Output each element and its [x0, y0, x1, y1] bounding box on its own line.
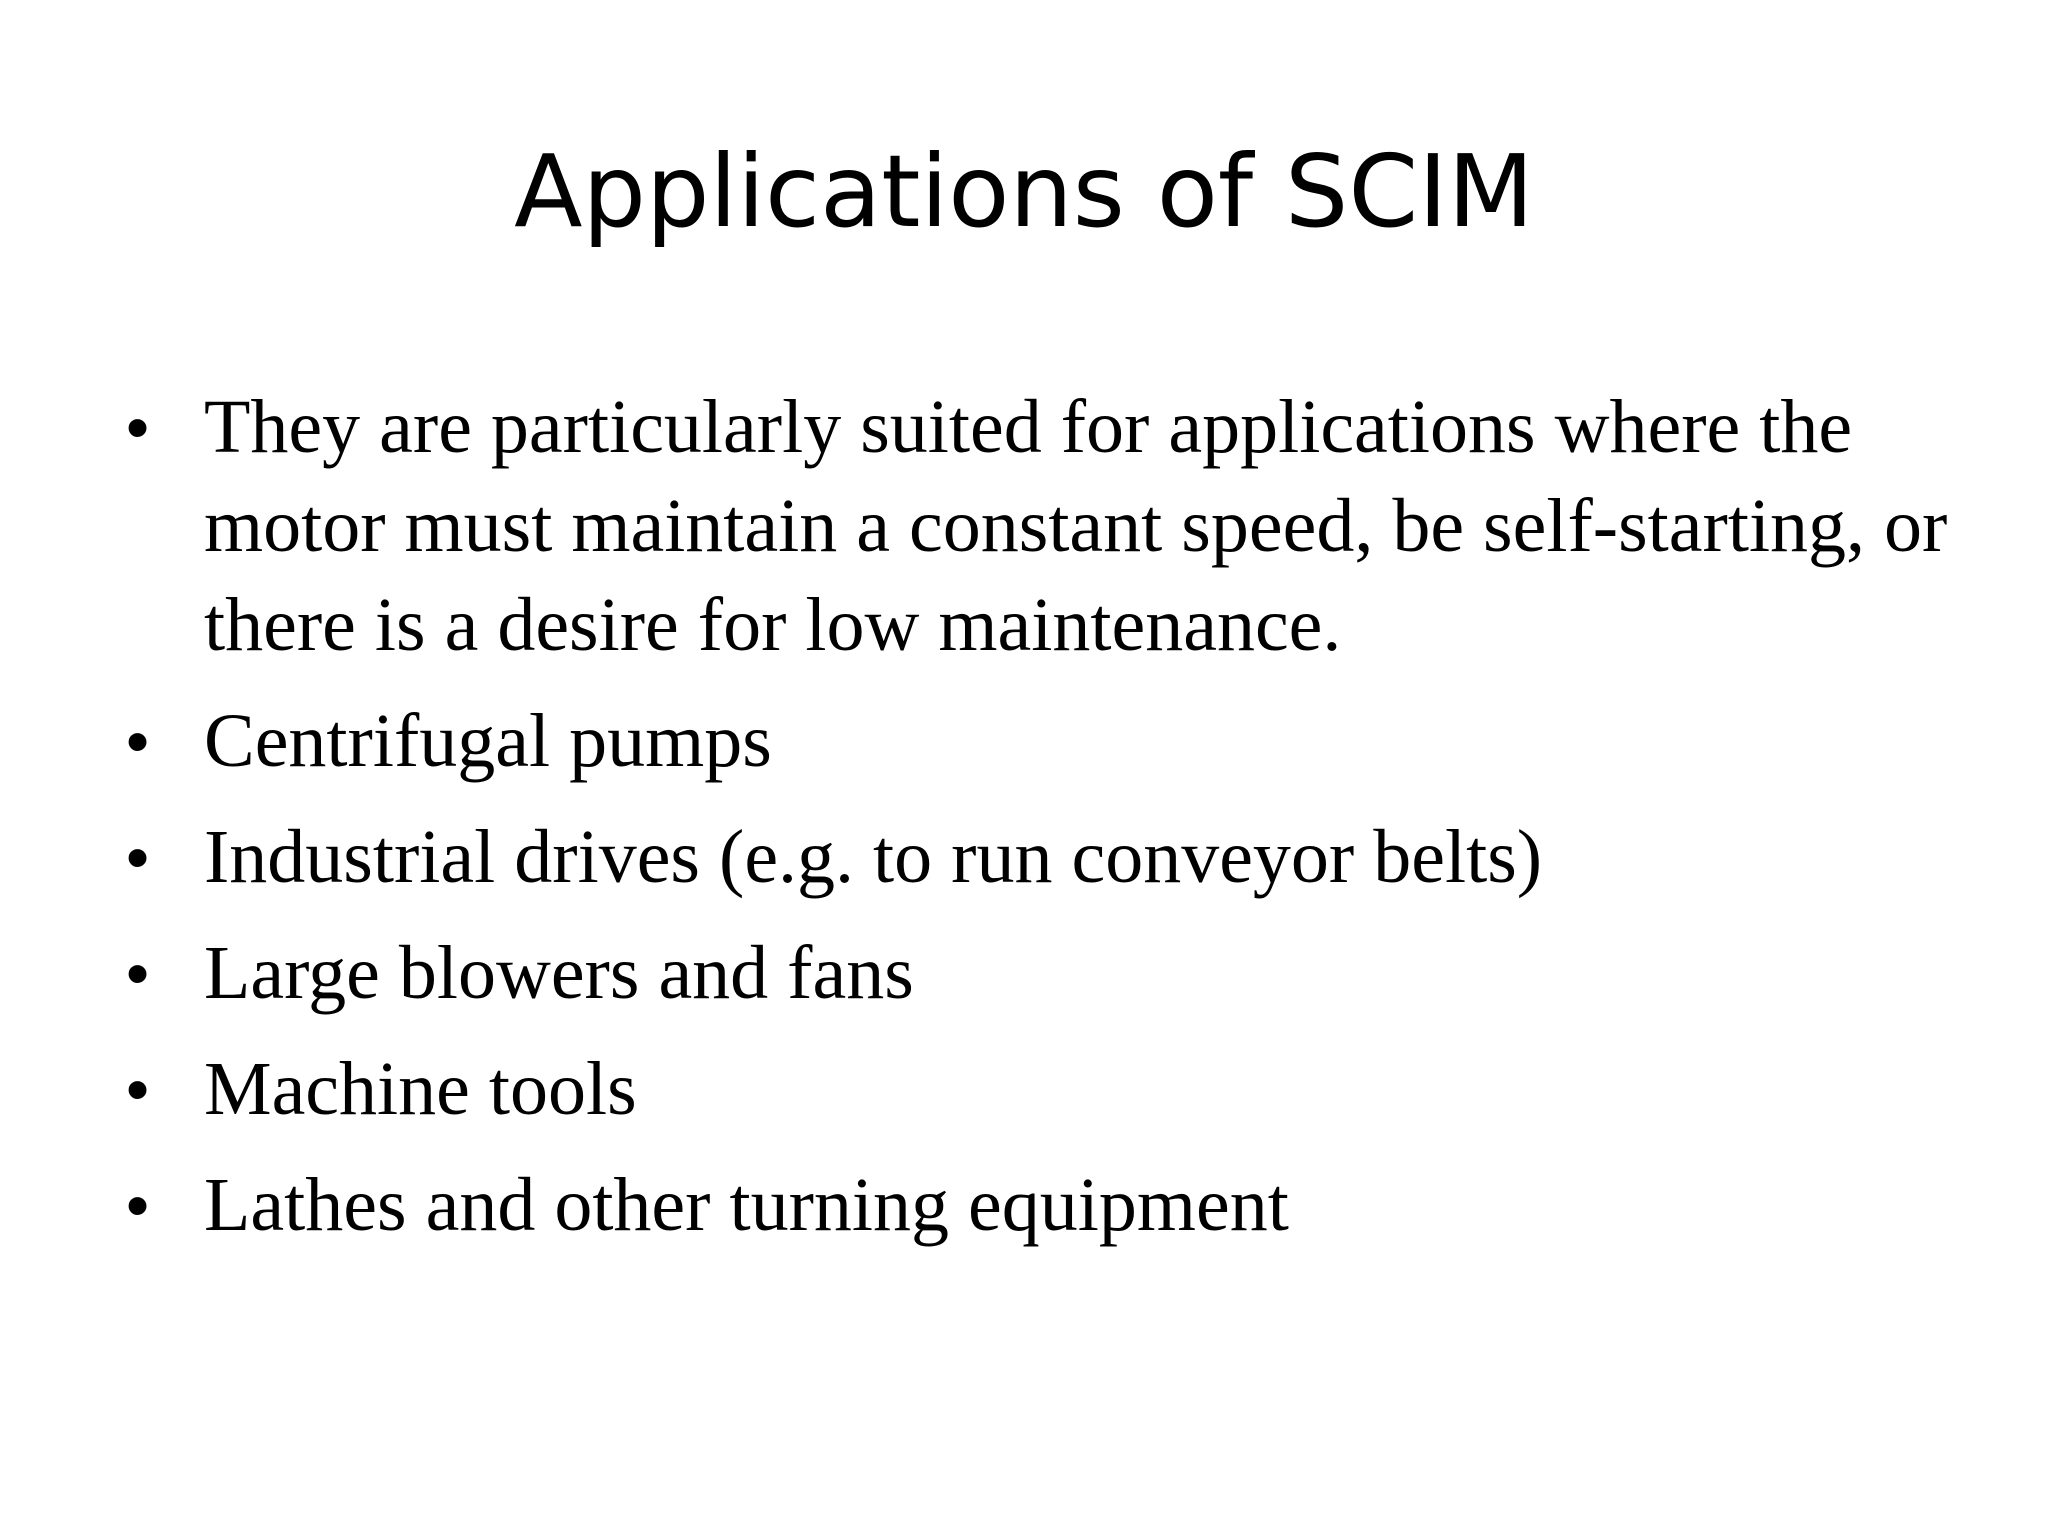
bullet-item — [118, 692, 1978, 791]
bullet-icon: • — [126, 1168, 150, 1242]
bullet-text: Machine tools — [204, 1047, 637, 1131]
bullet-icon: • — [126, 1052, 150, 1126]
bullet-icon: • — [126, 936, 150, 1010]
bullet-item — [118, 1040, 1978, 1139]
bullet-text: Industrial drives (e.g. to run conveyor belts) — [204, 815, 1543, 899]
bullet-item — [118, 924, 1978, 1023]
bullet-icon: • — [126, 820, 150, 894]
bullet-text: Lathes and other turning equipment — [204, 1163, 1289, 1247]
slide-title: Applications of SCIM — [514, 133, 1534, 250]
bullet-icon: • — [126, 390, 150, 464]
bullet-list — [118, 378, 1978, 1255]
bullet-text: They are particularly suited for applications where the motor must maintain a constant speed, be self-starting, or there is a desire for low maintenance. — [204, 385, 1948, 667]
bullet-icon: • — [126, 704, 150, 778]
bullet-item — [118, 808, 1978, 907]
bullet-item — [118, 1156, 1978, 1255]
bullet-text: Large blowers and fans — [204, 931, 914, 1015]
bullet-text: Centrifugal pumps — [204, 699, 772, 783]
bullet-item — [118, 378, 1978, 675]
